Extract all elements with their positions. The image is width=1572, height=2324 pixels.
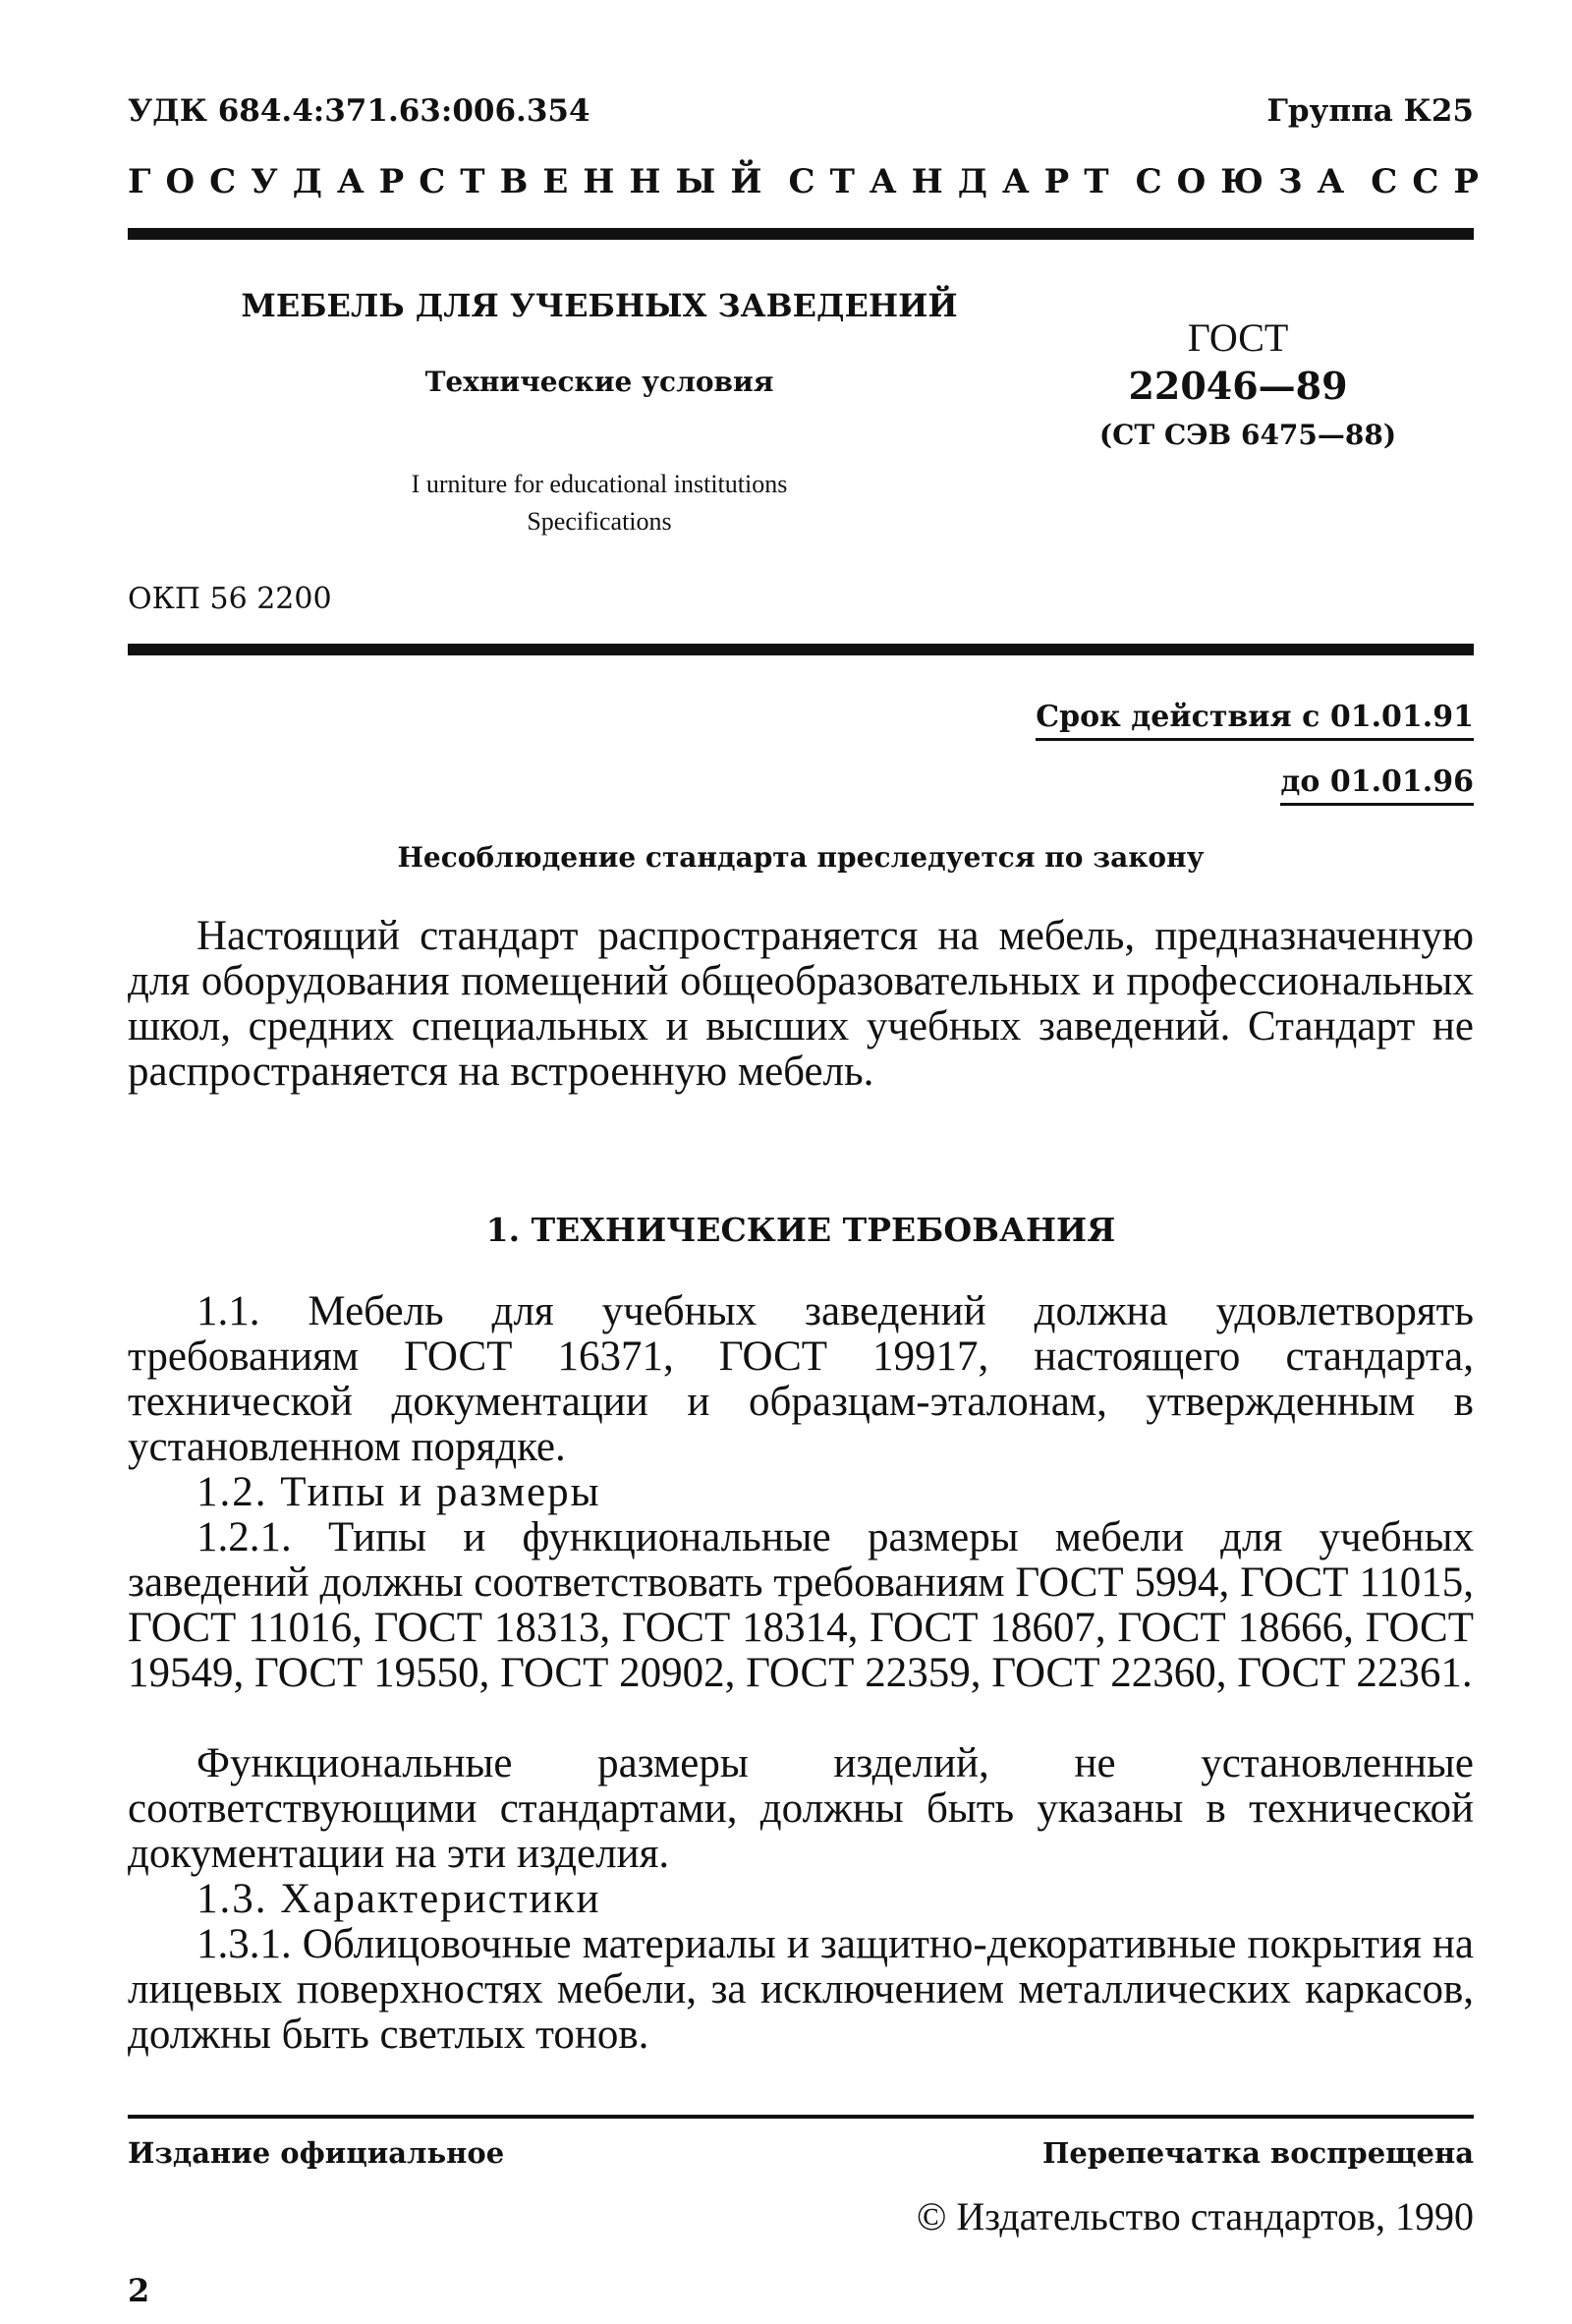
official-edition: Издание официальное xyxy=(128,2136,505,2170)
law-notice: Несоблюдение стандарта преследуется по закону xyxy=(397,841,1205,874)
udk-code: УДК 684.4:371.63:006.354 xyxy=(128,93,590,129)
reprint-notice: Перепечатка воспрещена xyxy=(1041,2136,1474,2170)
clause-1-2 xyxy=(128,1470,1474,1515)
intro-text: Настоящий стандарт распространяется на мебель, предназначенную для оборудования помещений общеобразовательных и профессиональных школ, средних специальных и высших учебных заведений. Стандарт не распространяется на встроенную мебель. xyxy=(128,913,1474,1095)
clause-1-2-1-text: 1.2.1. Типы и функциональные размеры мебели для учебных заведений должны соответствовать требованиям ГОСТ 5994, ГОСТ 11015, ГОСТ 11016, ГОСТ 18313, ГОСТ 18314, ГОСТ 18607, ГОСТ 18666, ГОСТ 19549, ГОСТ 19550, ГОСТ 20902, ГОСТ 22359, ГОСТ 22360, ГОСТ 22361. xyxy=(128,1514,1474,1696)
clause-1-3-1 xyxy=(128,1922,1474,2058)
functional-sizes-text: Функциональные размеры изделий, не установленные соответствующими стандартами, должны быть указаны в технической документации на эти изделия. xyxy=(128,1740,1474,1877)
clause-1-1 xyxy=(128,1289,1474,1470)
clause-1-2-1 xyxy=(128,1515,1474,1696)
gost-label: ГОСТ xyxy=(1187,315,1289,360)
copyright: © Издательство стандартов, 1990 xyxy=(916,2194,1474,2239)
intro-paragraph xyxy=(128,914,1474,1095)
footer-rule xyxy=(128,2115,1474,2119)
state-standard-line xyxy=(128,162,1493,201)
title-en: I urniture for educational institutions xyxy=(411,470,788,498)
validity-to: до 01.01.96 xyxy=(1280,765,1474,806)
title-bottom-rule xyxy=(128,644,1474,655)
clause-1-3-text: 1.3. Характеристики xyxy=(196,1876,601,1922)
state-standard-word-3: СОЮЗА xyxy=(1135,162,1360,201)
clause-1-3 xyxy=(128,1877,1474,1922)
functional-sizes-paragraph xyxy=(128,1741,1474,1877)
validity-from: Срок действия с 01.01.91 xyxy=(1036,700,1474,741)
clause-1-1-text: 1.1. Мебель для учебных заведений должна удовлетворять требованиям ГОСТ 16371, ГОСТ 19917, настоящего стандарта, технической документации и образцам-эталонам, утвержденным в установленном порядке. xyxy=(128,1288,1474,1470)
state-standard-word-2: СТАНДАРТ xyxy=(788,162,1124,201)
state-standard-word-1: ГОСУДАРСТВЕННЫЙ xyxy=(128,162,777,201)
clause-1-3-1-text: 1.3.1. Облицовочные материалы и защитно-декоративные покрытия на лицевых поверхностях мебели, за исключением металлических каркасов, должны быть светлых тонов. xyxy=(128,1921,1474,2058)
group-code: Группа К25 xyxy=(1266,93,1474,129)
title-en-sub: Specifications xyxy=(527,507,672,536)
okp-code: ОКП 56 2200 xyxy=(128,582,332,616)
title-ru-sub: Технические условия xyxy=(424,366,774,398)
gost-number: 22046—89 xyxy=(1128,364,1348,408)
state-standard-word-4: ССР xyxy=(1371,162,1493,201)
page-number: 2 xyxy=(128,2272,150,2309)
section-heading: 1. ТЕХНИЧЕСКИЕ ТРЕБОВАНИЯ xyxy=(485,1211,1116,1249)
st-sev-number: (СТ СЭВ 6475—88) xyxy=(1098,419,1397,451)
top-rule xyxy=(128,228,1474,240)
clause-1-2-text: 1.2. Типы и размеры xyxy=(196,1469,601,1515)
title-ru: МЕБЕЛЬ ДЛЯ УЧЕБНЫХ ЗАВЕДЕНИЙ xyxy=(241,287,958,324)
